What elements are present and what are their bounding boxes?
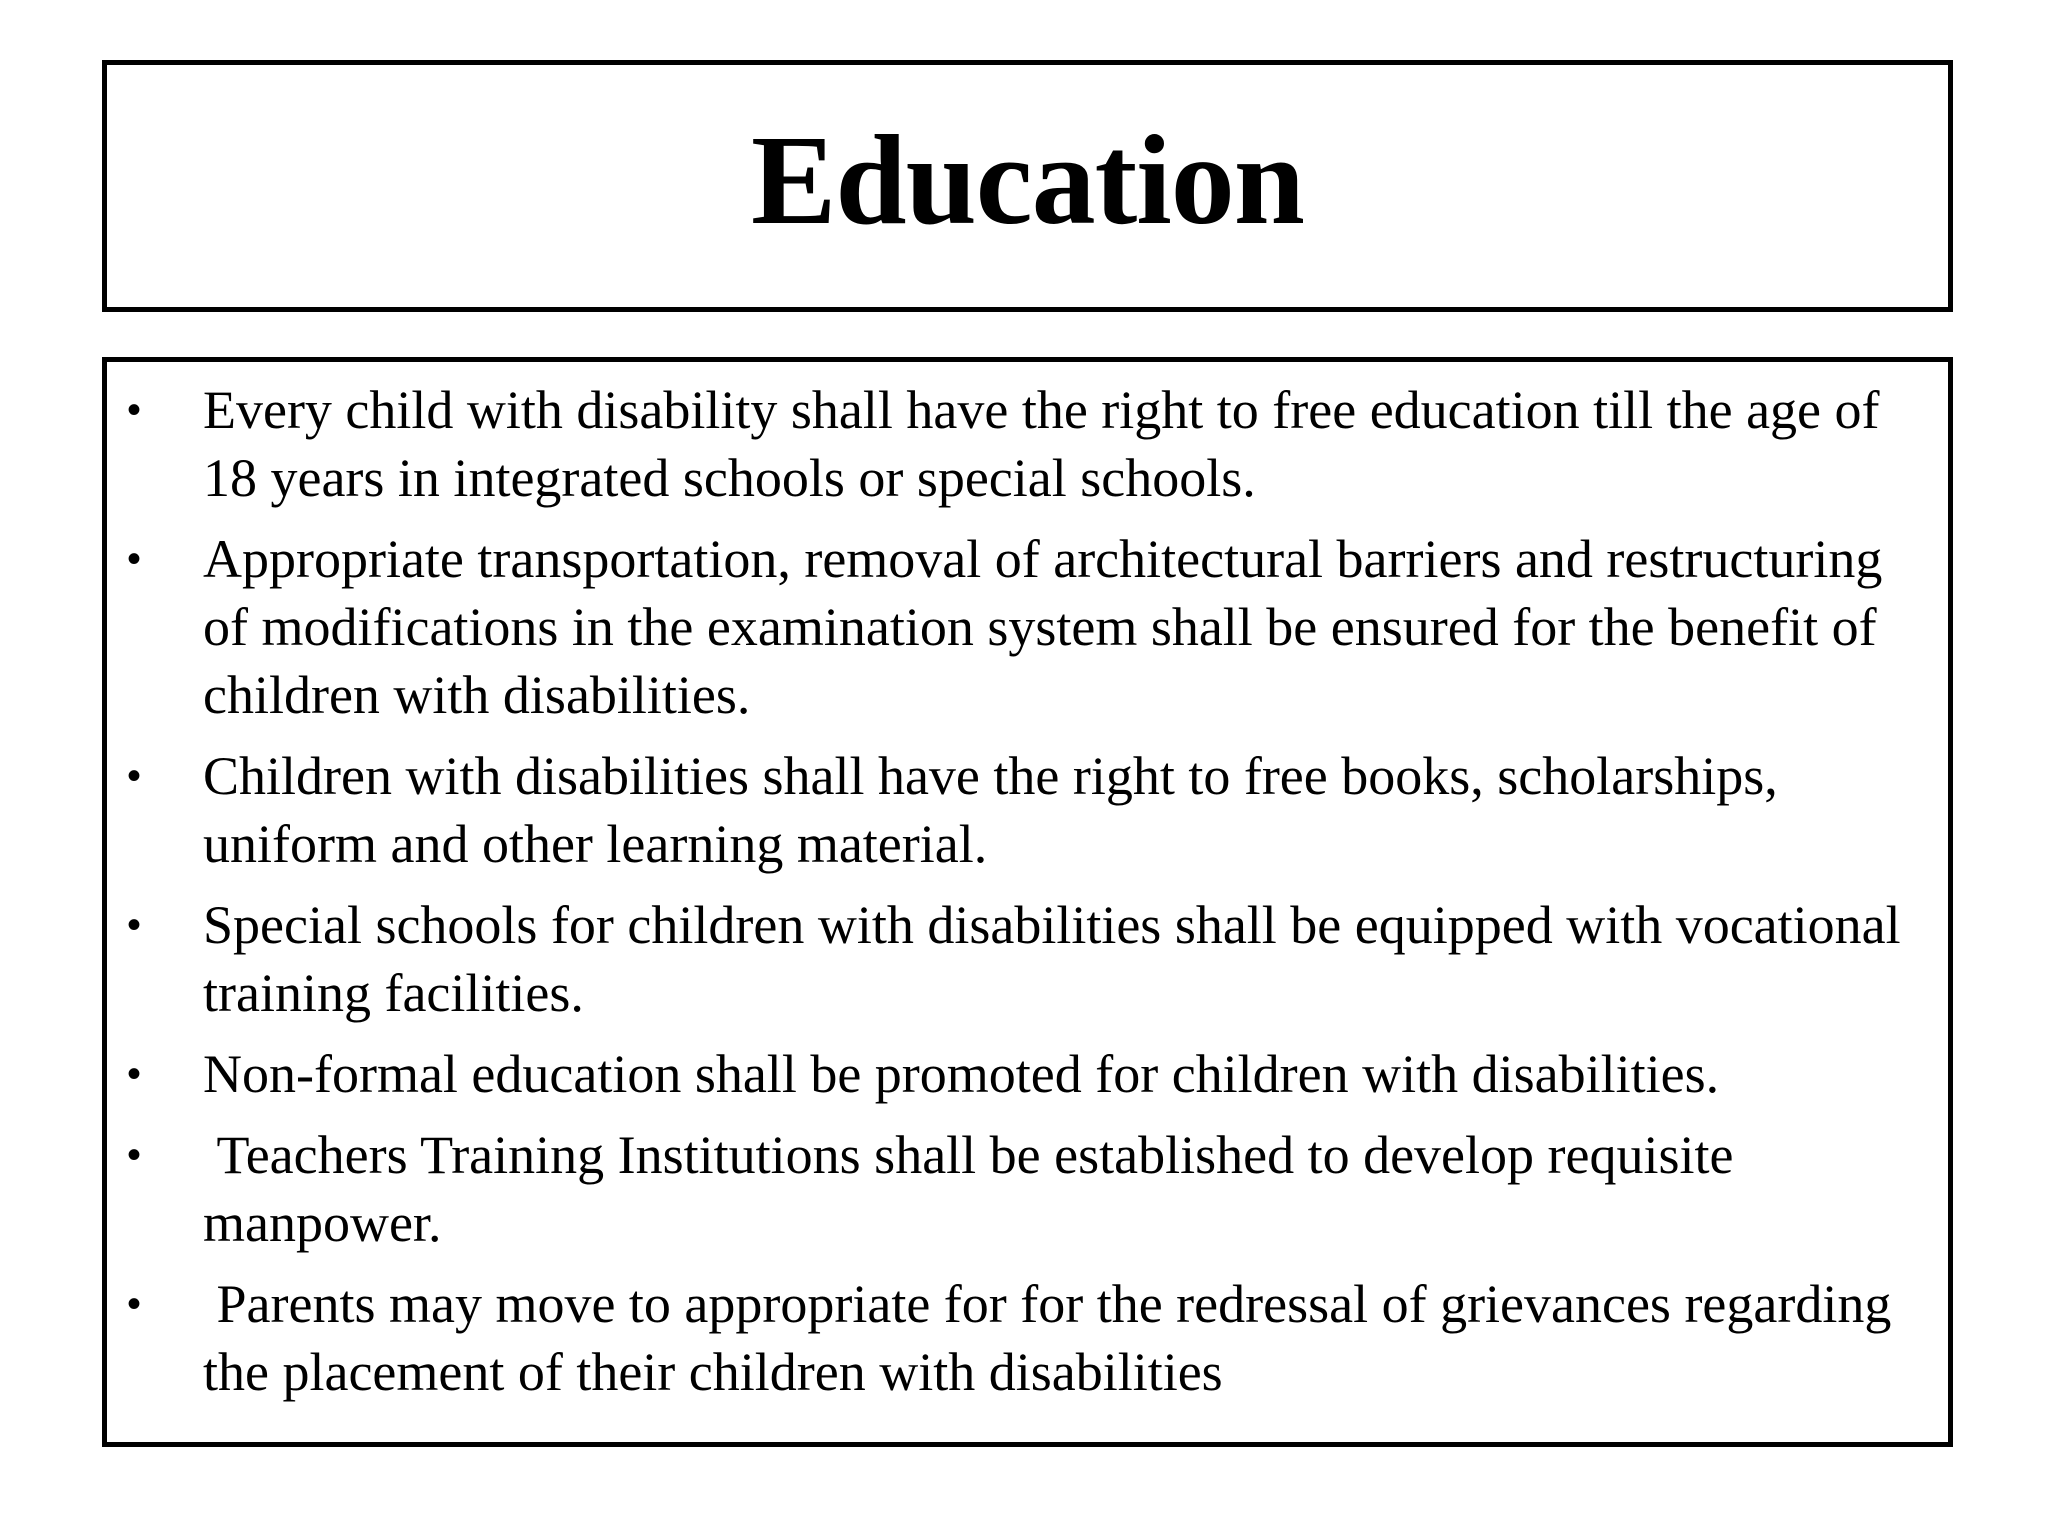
bullet-item-free-books: [107, 742, 1948, 878]
bullet-icon: •: [127, 537, 142, 581]
bullet-list: [107, 362, 1948, 1406]
bullet-item-free-education: [107, 376, 1948, 512]
title-box: [102, 60, 1953, 312]
bullet-text: Teachers Training Institutions shall be established to develop requisite manpower.: [203, 1125, 1747, 1253]
bullet-icon: •: [127, 1282, 142, 1326]
slide-title: Education: [751, 109, 1304, 251]
bullet-item-parents-grievances: [107, 1270, 1948, 1406]
bullet-item-non-formal-education: [107, 1040, 1948, 1108]
bullet-item-transportation: [107, 525, 1948, 729]
bullet-icon: •: [127, 388, 142, 432]
bullet-text: Special schools for children with disabilities shall be equipped with vocational training facilities.: [203, 895, 1915, 1023]
bullet-text: Children with disabilities shall have the right to free books, scholarships, uniform and other learning material.: [203, 746, 1792, 874]
bullet-icon: •: [127, 754, 142, 798]
bullet-text: Appropriate transportation, removal of architectural barriers and restructuring of modifications in the examination system shall be ensured for the benefit of children with disabilities.: [203, 529, 1896, 725]
bullet-icon: •: [127, 903, 142, 947]
bullet-item-teachers-training: [107, 1121, 1948, 1257]
bullet-icon: •: [127, 1133, 142, 1177]
bullet-text: Every child with disability shall have the right to free education till the age of 18 years in integrated schools or special schools.: [203, 380, 1894, 508]
bullet-icon: •: [127, 1052, 142, 1096]
bullet-text: Non-formal education shall be promoted for children with disabilities.: [203, 1044, 1720, 1104]
content-box: [102, 357, 1953, 1447]
bullet-text: Parents may move to appropriate for for the redressal of grievances regarding the placement of their children with disabilities: [203, 1274, 1905, 1402]
bullet-item-special-schools: [107, 891, 1948, 1027]
